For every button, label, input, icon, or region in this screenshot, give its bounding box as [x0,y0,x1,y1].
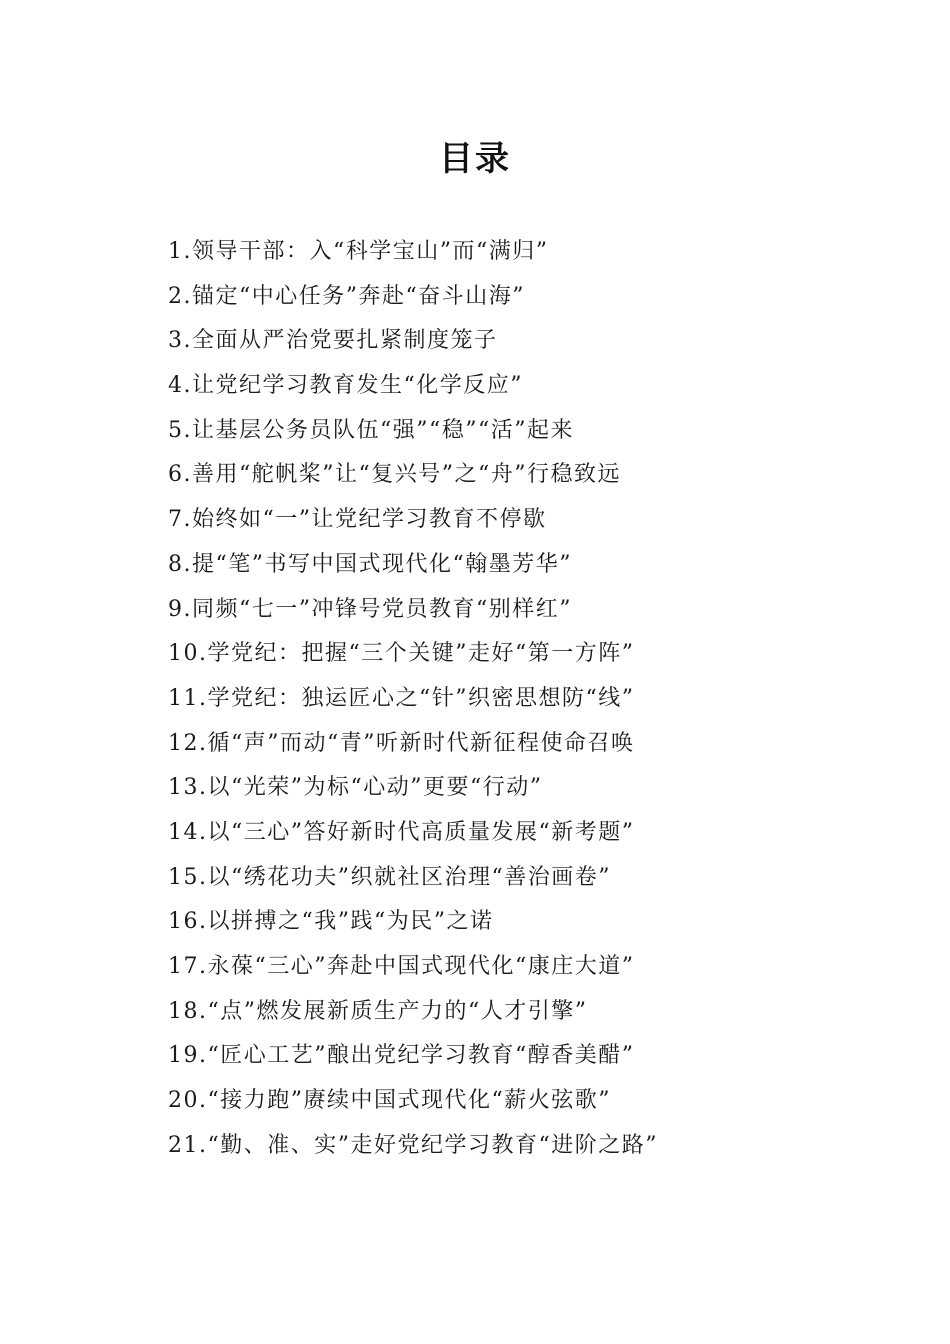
toc-item-2: 2.锚定“中心任务”奔赴“奋斗山海” [168,283,525,309]
toc-item-15: 15.以“绣花功夫”织就社区治理“善治画卷” [168,864,611,890]
toc-item-1: 1.领导干部：入“科学宝山”而“满归” [168,239,549,264]
toc-item-21: 21.“勤、准、实”走好党纪学习教育“进阶之路” [168,1132,658,1158]
toc-item-10: 10.学党纪：把握“三个关键”走好“第一方阵” [168,641,635,667]
toc-title: 目录 [439,139,511,179]
toc-item-17: 17.永葆“三心”奔赴中国式现代化“康庄大道” [168,954,635,979]
toc-item-6: 6.善用“舵帆桨”让“复兴号”之“舟”行稳致远 [168,462,621,488]
toc-item-9: 9.同频“七一”冲锋号党员教育“别样红” [168,596,572,622]
toc-item-18: 18.“点”燃发展新质生产力的“人才引擎” [168,998,588,1024]
toc-item-16: 16.以拼搏之“我”践“为民”之诺 [168,909,494,935]
toc-item-4: 4.让党纪学习教育发生“化学反应” [168,373,523,399]
toc-item-12: 12.循“声”而动“青”听新时代新征程使命召唤 [168,730,635,756]
toc-item-8: 8.提“笔”书写中国式现代化“翰墨芳华” [168,551,572,577]
toc-item-20: 20.“接力跑”赓续中国式现代化“薪火弦歌” [168,1088,611,1114]
toc-item-3: 3.全面从严治党要扎紧制度笼子 [168,328,498,354]
table-of-contents [168,230,908,1168]
toc-item-14: 14.以“三心”答好新时代高质量发展“新考题” [168,819,635,845]
toc-item-19: 19.“匠心工艺”酿出党纪学习教育“醇香美醋” [168,1043,635,1069]
toc-item-7: 7.始终如“一”让党纪学习教育不停歇 [168,507,547,533]
toc-item-13: 13.以“光荣”为标“心动”更要“行动” [168,775,543,801]
toc-item-5: 5.让基层公务员队伍“强”“稳”“活”起来 [168,417,574,443]
toc-item-11: 11.学党纪：独运匠心之“针”织密思想防“线” [168,685,635,711]
